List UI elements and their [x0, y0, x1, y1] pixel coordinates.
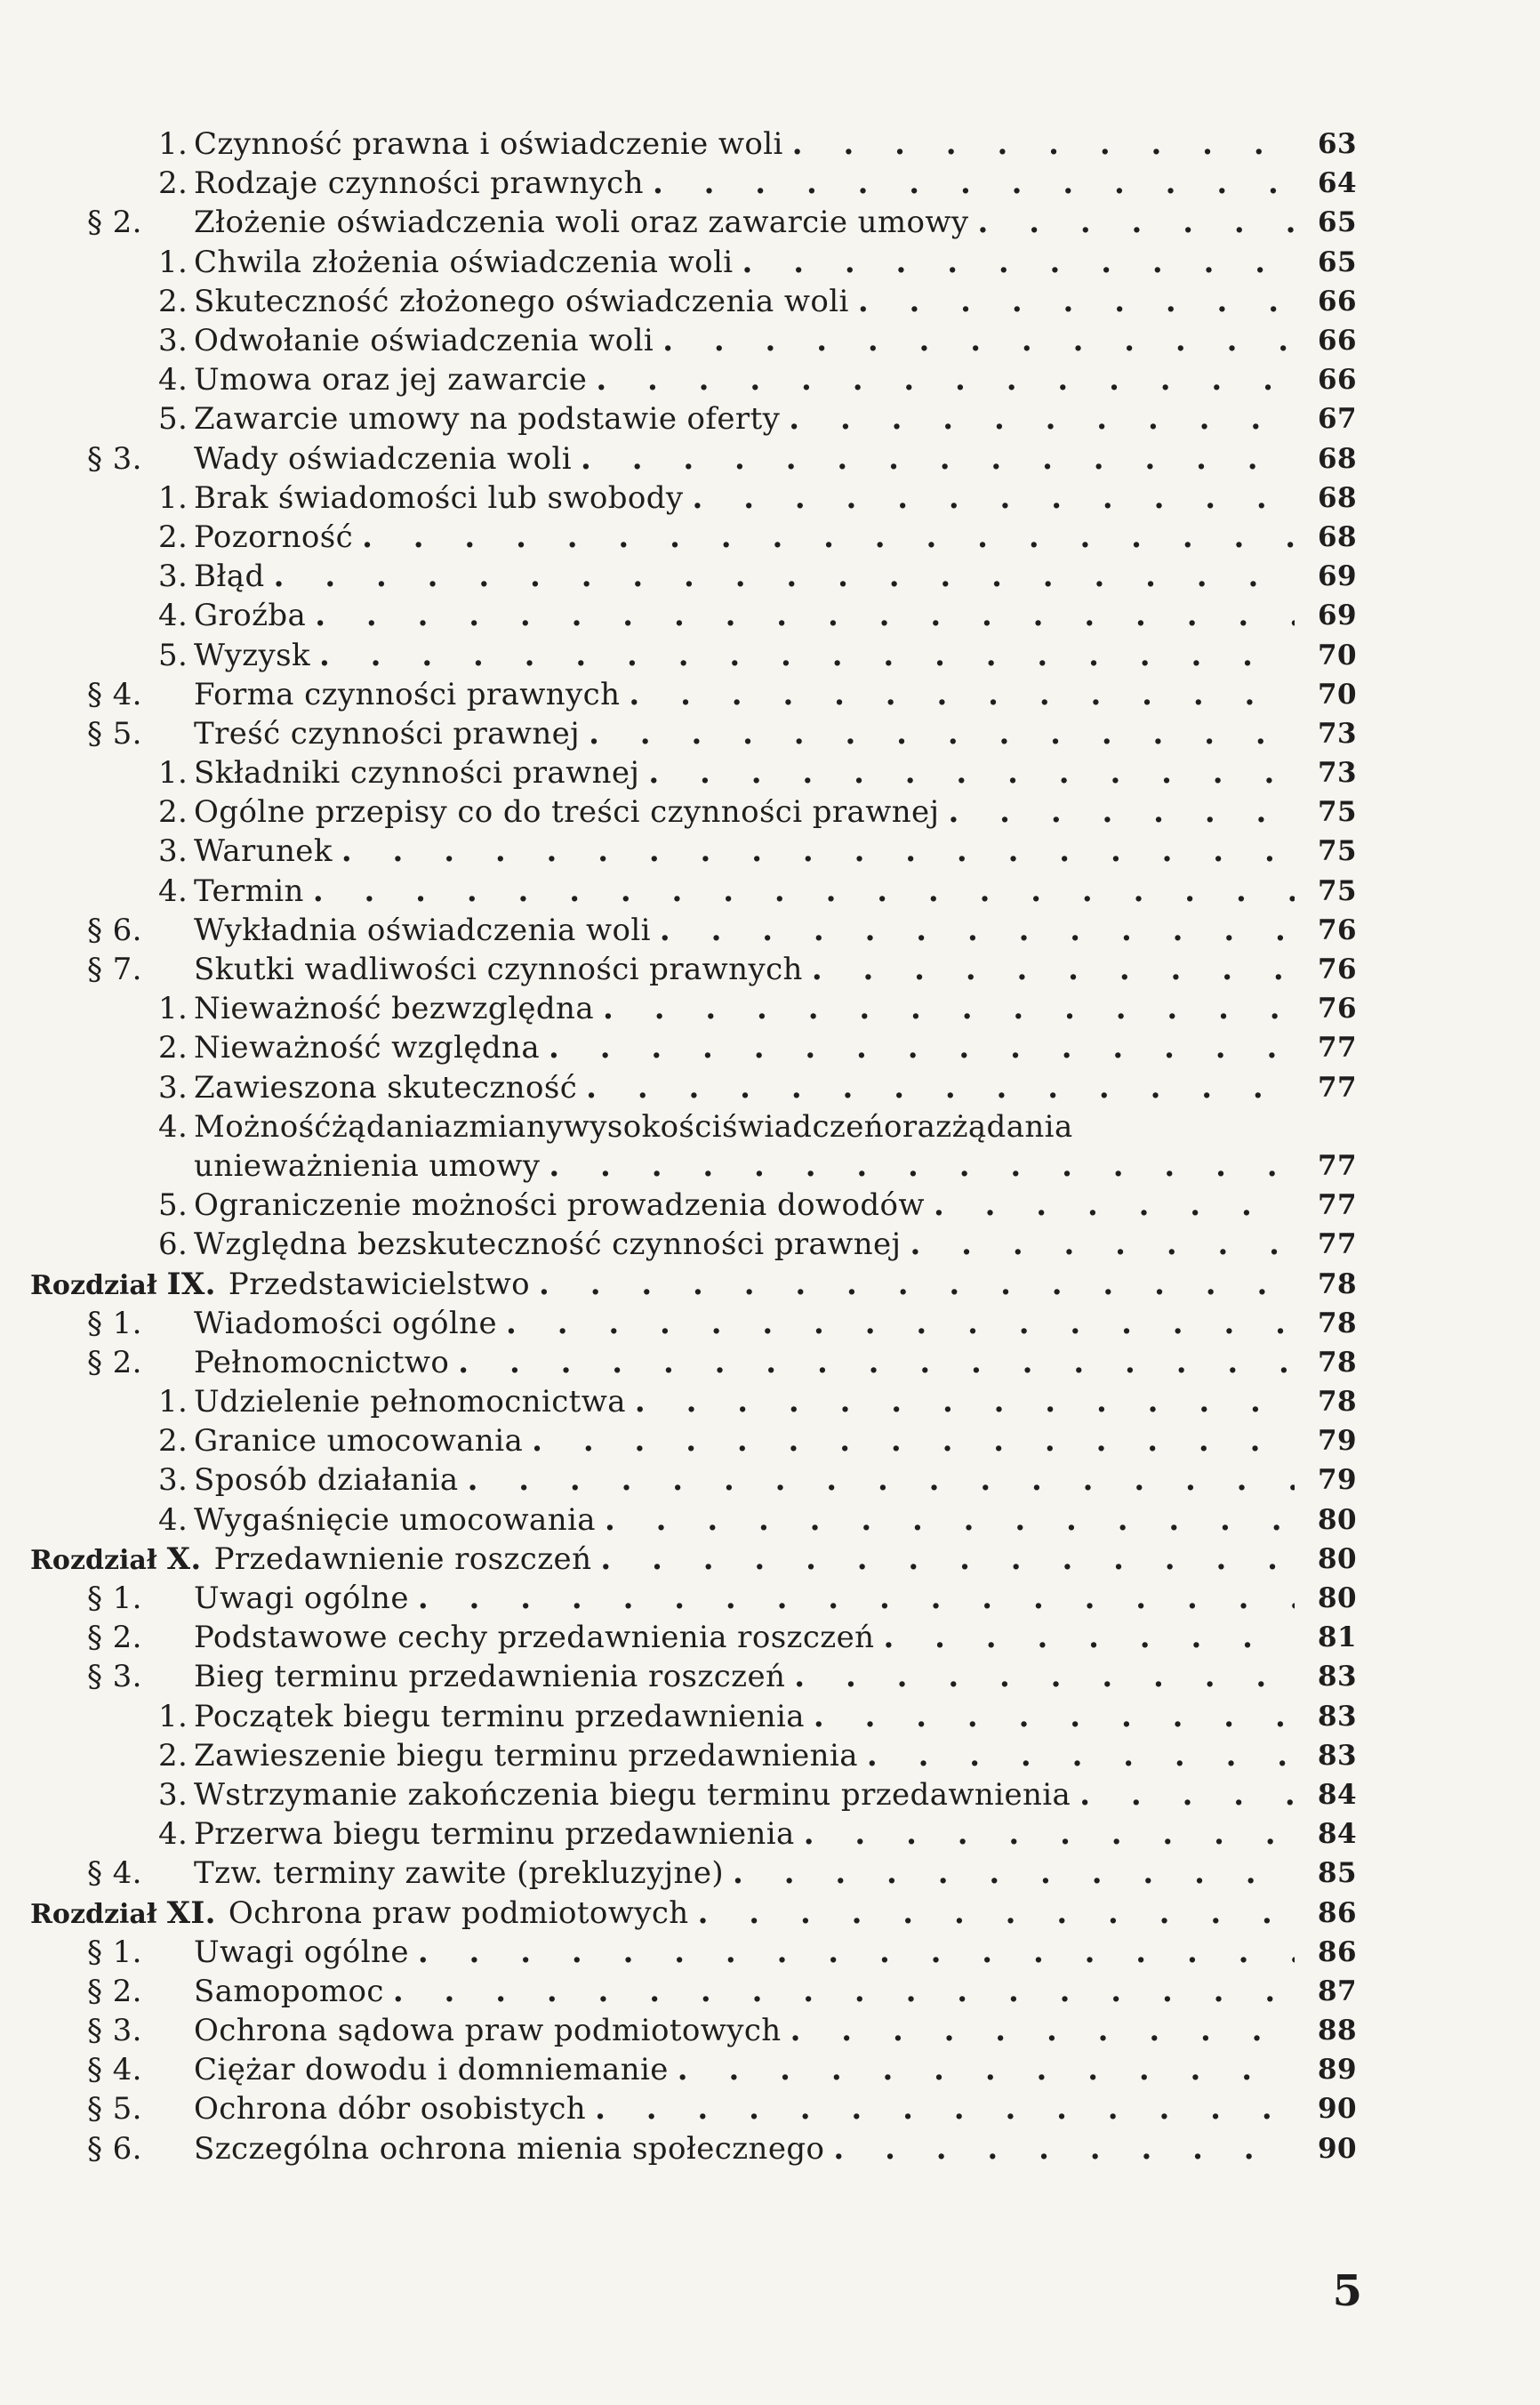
dot-leader [586, 1070, 1295, 1106]
dot-leader [581, 441, 1295, 477]
toc-entry [30, 2129, 1357, 2168]
dot-leader [418, 1934, 1295, 1970]
entry-title: Nieważność bezwzględna [194, 991, 595, 1027]
toc-entry-continuation [30, 1146, 1357, 1186]
entry-number: 1. [158, 244, 188, 280]
entry-number: 4. [158, 1816, 188, 1853]
chapter-roman: IX. [166, 1266, 216, 1302]
entry-page: 90 [1318, 2132, 1357, 2165]
entry-page: 77 [1318, 1032, 1357, 1065]
entry-number: 3. [158, 559, 188, 595]
entry-title: Przedawnienie roszczeń [213, 1540, 592, 1577]
title-word: żądania [331, 1108, 453, 1145]
toc-entry [30, 557, 1357, 596]
entry-page: 65 [1318, 206, 1357, 239]
entry-title: Wady oświadczenia woli [194, 440, 573, 477]
entry-page: 76 [1318, 913, 1357, 946]
entry-title: Warunek [194, 833, 333, 870]
entry-page: 79 [1318, 1464, 1357, 1497]
entry-title: Wykładnia oświadczenia woli [194, 912, 651, 948]
entry-number: § 6. [87, 2130, 142, 2167]
entry-page: 75 [1318, 835, 1357, 868]
entry-number: § 4. [87, 2052, 142, 2088]
toc-entry [30, 2011, 1357, 2050]
entry-page: 80 [1318, 1503, 1357, 1536]
entry-number: § 3. [87, 2013, 142, 2049]
entry-number: 3. [158, 1462, 188, 1499]
toc-entry [30, 2050, 1357, 2089]
toc-entry [30, 1854, 1357, 1893]
entry-title: Ograniczenie możności prowadzenia dowodów [194, 1187, 925, 1224]
page-number: 5 [1332, 2266, 1362, 2316]
chapter-label: Rozdział [30, 1898, 157, 1930]
entry-number: 3. [158, 323, 188, 359]
entry-page: 78 [1318, 1386, 1357, 1419]
dot-leader [978, 205, 1295, 240]
dot-leader [648, 755, 1295, 791]
toc-entry [30, 164, 1357, 203]
entry-title-continuation: unieważnienia umowy [194, 1147, 541, 1184]
toc-entry [30, 1186, 1357, 1225]
entry-page: 68 [1318, 520, 1357, 553]
entry-page: 65 [1318, 245, 1357, 278]
entry-title: Odwołanie oświadczenia woli [194, 323, 654, 359]
entry-number: 3. [158, 833, 188, 870]
toc-entry [30, 321, 1357, 360]
entry-number: § 5. [87, 2091, 142, 2128]
entry-title: Chwila złożenia oświadczenia woli [194, 244, 734, 280]
entry-page: 75 [1318, 874, 1357, 907]
entry-title: Początek biegu terminu przedawnienia [194, 1698, 805, 1734]
entry-page: 86 [1318, 1935, 1357, 1968]
entry-title: Pozorność [194, 519, 354, 555]
dot-leader [458, 1345, 1295, 1380]
toc-entry [30, 125, 1357, 164]
entry-page: 84 [1318, 1778, 1357, 1811]
chapter-number [30, 1895, 216, 1931]
entry-title: Rodzaje czynności prawnych [194, 165, 644, 202]
toc-entry [30, 2089, 1357, 2128]
entry-title: Sposób działania [194, 1462, 459, 1499]
toc-entry [30, 714, 1357, 753]
dot-leader [539, 1267, 1295, 1302]
toc-entry [30, 1225, 1357, 1264]
entry-title: Skuteczność złożonego oświadczenia woli [194, 283, 849, 319]
entry-page: 78 [1318, 1267, 1357, 1300]
toc-entry [30, 282, 1357, 321]
entry-number: § 7. [87, 952, 142, 988]
entry-number: § 2. [87, 205, 142, 241]
dot-leader [319, 638, 1295, 673]
dot-leader [549, 1148, 1295, 1184]
entry-number: § 2. [87, 1344, 142, 1380]
toc-entry [30, 1460, 1357, 1500]
dot-leader [789, 401, 1295, 437]
entry-page: 77 [1318, 1149, 1357, 1182]
toc-entry [30, 1343, 1357, 1382]
entry-page: 66 [1318, 285, 1357, 318]
entry-number: § 2. [87, 1973, 142, 2009]
dot-leader [867, 1738, 1295, 1774]
entry-number: 2. [158, 519, 188, 555]
entry-number: § 5. [87, 715, 142, 752]
toc-entry [30, 950, 1357, 989]
dot-leader [733, 1855, 1295, 1891]
dot-leader [549, 1030, 1295, 1066]
entry-page: 73 [1318, 757, 1357, 790]
dot-leader [315, 598, 1295, 633]
table-of-contents [30, 125, 1357, 2168]
entry-number: 4. [158, 873, 188, 909]
entry-page: 76 [1318, 993, 1357, 1026]
dot-leader [418, 1581, 1295, 1616]
entry-number: § 3. [87, 1659, 142, 1695]
toc-entry [30, 1697, 1357, 1736]
toc-entry [30, 1618, 1357, 1657]
dot-leader [660, 913, 1295, 948]
entry-page: 70 [1318, 678, 1357, 711]
toc-entry [30, 1068, 1357, 1107]
toc-entry [30, 439, 1357, 479]
dot-leader [341, 833, 1295, 869]
dot-leader [698, 1895, 1295, 1931]
entry-number: 3. [158, 1069, 188, 1106]
entry-title: Podstawowe cechy przedawnienia roszczeń [194, 1620, 875, 1656]
entry-title: Bieg terminu przedawnienia roszczeń [194, 1659, 786, 1695]
dot-leader [362, 519, 1295, 555]
entry-page: 69 [1318, 599, 1357, 632]
title-word: Możność [194, 1108, 332, 1145]
chapter-label: Rozdział [30, 1269, 157, 1301]
title-word: oraz [884, 1108, 952, 1145]
entry-number: § 6. [87, 912, 142, 948]
entry-page: 76 [1318, 953, 1357, 986]
entry-number: 1. [158, 126, 188, 163]
entry-page: 66 [1318, 364, 1357, 397]
toc-entry [30, 1304, 1357, 1343]
toc-entry [30, 1775, 1357, 1814]
entry-title: Nieważność względna [194, 1030, 541, 1066]
toc-entry [30, 989, 1357, 1028]
dot-leader [858, 284, 1295, 319]
dot-leader [804, 1816, 1295, 1852]
entry-title: Samopomoc [194, 1973, 384, 2009]
entry-number: 4. [158, 1108, 188, 1145]
entry-title: Skutki wadliwości czynności prawnych [194, 952, 803, 988]
dot-leader [934, 1187, 1295, 1223]
entry-page: 66 [1318, 325, 1357, 358]
chapter-number [30, 1541, 202, 1577]
chapter-roman: X. [166, 1540, 202, 1577]
entry-title: Czynność prawna i oświadczenie woli [194, 126, 783, 163]
entry-title: Forma czynności prawnych [194, 676, 621, 712]
dot-leader [790, 2013, 1295, 2048]
dot-leader [600, 1541, 1295, 1577]
entry-title [194, 1109, 1303, 1145]
toc-entry [30, 360, 1357, 399]
entry-page: 83 [1318, 1700, 1357, 1733]
dot-leader [678, 2052, 1295, 2087]
entry-page: 79 [1318, 1425, 1357, 1458]
entry-title: Ciężar dowodu i domniemanie [194, 2052, 669, 2088]
entry-number: § 1. [87, 1581, 142, 1617]
toc-chapter [30, 1264, 1357, 1303]
entry-number: § 4. [87, 676, 142, 712]
toc-entry [30, 872, 1357, 911]
toc-entry [30, 1421, 1357, 1460]
entry-number: 2. [158, 1737, 188, 1774]
dot-leader [910, 1227, 1295, 1262]
entry-page: 68 [1318, 442, 1357, 475]
entry-page: 80 [1318, 1582, 1357, 1615]
entry-title: Wiadomości ogólne [194, 1305, 498, 1341]
entry-page: 80 [1318, 1542, 1357, 1575]
dot-leader [532, 1423, 1295, 1459]
entry-number: § 4. [87, 1855, 142, 1892]
dot-leader [635, 1384, 1295, 1420]
entry-title: Względna bezskuteczność czynności prawnej [194, 1227, 902, 1263]
dot-leader [662, 323, 1295, 358]
dot-leader [812, 952, 1295, 987]
entry-title: Granice umocowania [194, 1423, 524, 1460]
chapter-number [30, 1267, 216, 1302]
toc-entry [30, 596, 1357, 635]
entry-number: 2. [158, 283, 188, 319]
entry-title: Ochrona sądowa praw podmiotowych [194, 2013, 782, 2049]
dot-leader [596, 362, 1295, 398]
entry-page: 77 [1318, 1071, 1357, 1104]
entry-page: 87 [1318, 1975, 1357, 2007]
entry-title: Zawieszenie biegu terminu przedawnienia [194, 1737, 858, 1774]
toc-entry [30, 1579, 1357, 1618]
dot-leader [883, 1620, 1295, 1655]
entry-number: 2. [158, 1030, 188, 1066]
dot-leader [693, 480, 1295, 516]
entry-number: 3. [158, 1776, 188, 1813]
entry-title: Uwagi ogólne [194, 1581, 409, 1617]
toc-entry [30, 479, 1357, 518]
entry-title: Udzielenie pełnomocnictwa [194, 1384, 626, 1420]
entry-number: 4. [158, 1501, 188, 1538]
title-word: świadczeń [722, 1108, 885, 1145]
entry-title: Wstrzymanie zakończenia biegu terminu przedawnienia [194, 1776, 1071, 1813]
entry-title: Termin [194, 873, 304, 909]
entry-page: 69 [1318, 560, 1357, 593]
dot-leader [605, 1502, 1295, 1538]
toc-entry [30, 1107, 1311, 1146]
toc-entry [30, 1657, 1357, 1696]
toc-entry [30, 1382, 1357, 1421]
toc-entry [30, 1972, 1357, 2011]
entry-number: § 1. [87, 1305, 142, 1341]
dot-leader [653, 165, 1295, 201]
dot-leader [393, 1974, 1295, 2009]
entry-title: Szczególna ochrona mienia społecznego [194, 2130, 825, 2167]
entry-page: 78 [1318, 1346, 1357, 1379]
toc-entry [30, 753, 1357, 792]
entry-page: 73 [1318, 717, 1357, 750]
entry-page: 78 [1318, 1307, 1357, 1339]
entry-title: Groźba [194, 598, 307, 634]
entry-title: Brak świadomości lub swobody [194, 479, 684, 516]
entry-number: 5. [158, 401, 188, 438]
toc-entry [30, 399, 1357, 438]
dot-leader [833, 2131, 1295, 2167]
entry-page: 85 [1318, 1857, 1357, 1890]
entry-title: Wygaśnięcie umocowania [194, 1501, 596, 1538]
entry-number: 5. [158, 637, 188, 673]
entry-page: 67 [1318, 403, 1357, 436]
entry-title: Ochrona dóbr osobistych [194, 2091, 587, 2128]
entry-number: 2. [158, 1423, 188, 1460]
dot-leader [742, 245, 1295, 280]
entry-page: 77 [1318, 1228, 1357, 1261]
title-word: zmiany [452, 1108, 564, 1145]
toc-entry [30, 675, 1357, 714]
entry-title: Zawarcie umowy na podstawie oferty [194, 401, 781, 438]
entry-page: 83 [1318, 1661, 1357, 1693]
entry-page: 77 [1318, 1189, 1357, 1222]
toc-chapter [30, 1540, 1357, 1579]
entry-number: 2. [158, 794, 188, 831]
toc-entry [30, 1028, 1357, 1067]
dot-leader [468, 1462, 1295, 1498]
toc-entry [30, 1814, 1357, 1854]
entry-title: Uwagi ogólne [194, 1934, 409, 1970]
entry-title: Przedstawicielstwo [228, 1266, 531, 1302]
dot-leader [1079, 1777, 1295, 1813]
entry-number: § 3. [87, 440, 142, 477]
dot-leader [603, 991, 1295, 1026]
entry-number: 1. [158, 755, 188, 792]
entry-number: 1. [158, 1384, 188, 1420]
toc-entry [30, 203, 1357, 242]
dot-leader [274, 559, 1295, 594]
dot-leader [629, 677, 1295, 712]
toc-entry [30, 1500, 1357, 1540]
entry-number: 1. [158, 479, 188, 516]
entry-title: Złożenie oświadczenia woli oraz zawarcie umowy [194, 205, 969, 241]
title-word: wysokości [563, 1108, 722, 1145]
toc-entry [30, 243, 1357, 282]
title-word: żądania [951, 1108, 1073, 1145]
entry-title: Tzw. terminy zawite (prekluzyjne) [194, 1855, 725, 1892]
entry-page: 90 [1318, 2093, 1357, 2126]
entry-number: 2. [158, 165, 188, 202]
entry-title: Błąd [194, 559, 265, 595]
toc-entry [30, 635, 1357, 674]
dot-leader [794, 1659, 1295, 1694]
chapter-label: Rozdział [30, 1544, 157, 1576]
dot-leader [814, 1699, 1295, 1734]
chapter-roman: XI. [166, 1894, 216, 1931]
entry-page: 68 [1318, 481, 1357, 514]
entry-page: 75 [1318, 796, 1357, 829]
dot-leader [595, 2091, 1295, 2127]
entry-page: 84 [1318, 1818, 1357, 1851]
dot-leader [589, 716, 1295, 752]
entry-number: § 2. [87, 1620, 142, 1656]
entry-title: Przerwa biegu terminu przedawnienia [194, 1816, 795, 1853]
entry-number: 1. [158, 1698, 188, 1734]
entry-page: 70 [1318, 639, 1357, 672]
entry-title: Ochrona praw podmiotowych [228, 1894, 689, 1931]
entry-title: Pełnomocnictwo [194, 1344, 450, 1380]
dot-leader [506, 1306, 1295, 1341]
entry-page: 63 [1318, 128, 1357, 161]
toc-entry [30, 911, 1357, 950]
entry-page: 89 [1318, 2054, 1357, 2087]
toc-entry [30, 518, 1357, 557]
entry-title: Wyzysk [194, 637, 310, 673]
entry-title: Zawieszona skuteczność [194, 1069, 578, 1106]
toc-entry [30, 832, 1357, 871]
entry-page: 88 [1318, 2015, 1357, 2047]
toc-entry [30, 1736, 1357, 1775]
entry-number: 1. [158, 991, 188, 1027]
entry-number: § 1. [87, 1934, 142, 1970]
entry-title: Treść czynności prawnej [194, 715, 581, 752]
entry-number: 5. [158, 1187, 188, 1224]
entry-title: Ogólne przepisy co do treści czynności prawnej [194, 794, 940, 831]
entry-number: 4. [158, 598, 188, 634]
dot-leader [313, 873, 1295, 909]
entry-page: 83 [1318, 1739, 1357, 1772]
toc-entry [30, 792, 1357, 832]
entry-title: Składniki czynności prawnej [194, 755, 640, 792]
dot-leader [792, 126, 1295, 162]
entry-page: 86 [1318, 1896, 1357, 1929]
toc-entry [30, 1933, 1357, 1972]
dot-leader [948, 794, 1295, 830]
entry-number: 4. [158, 362, 188, 398]
entry-page: 64 [1318, 167, 1357, 200]
entry-title: Umowa oraz jej zawarcie [194, 362, 588, 398]
entry-number: 6. [158, 1227, 188, 1263]
entry-page: 81 [1318, 1621, 1357, 1654]
toc-chapter [30, 1893, 1357, 1932]
